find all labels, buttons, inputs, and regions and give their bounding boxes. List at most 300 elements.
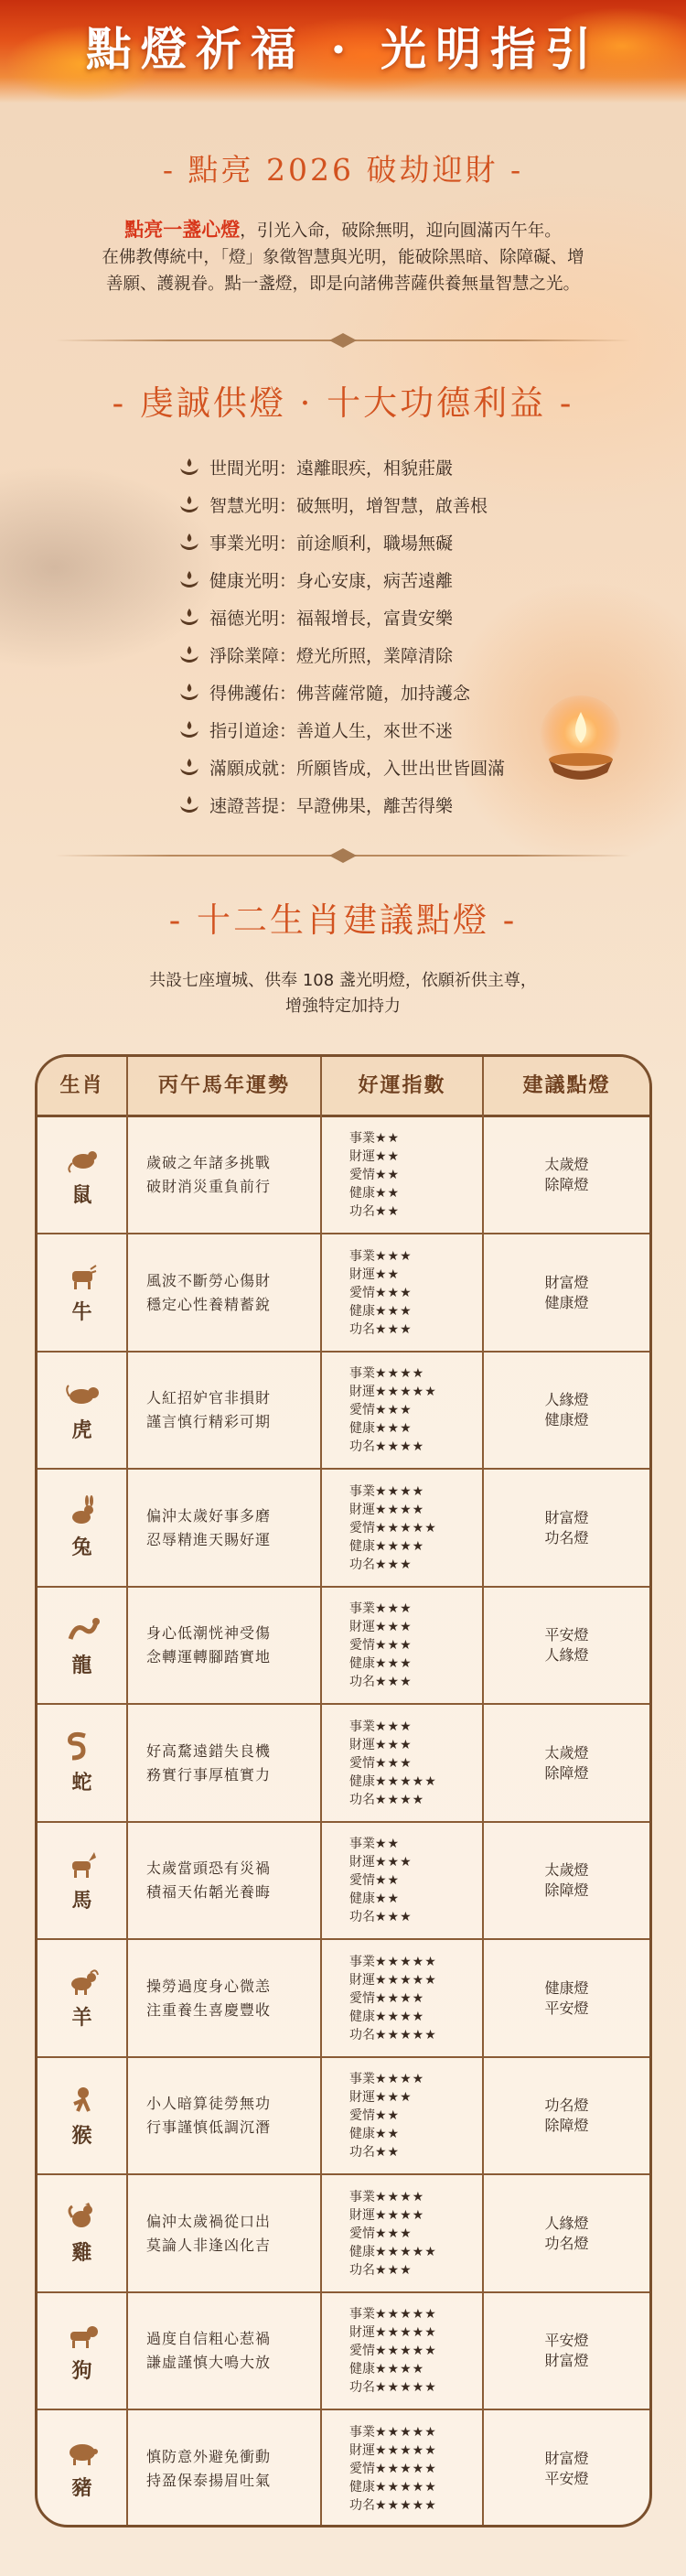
- fortune-cell: [128, 1471, 320, 1586]
- benefit-text: 得佛護佑：佛菩薩常隨，加持護念: [209, 684, 471, 704]
- luck-stars: ★★★★: [375, 1990, 425, 2006]
- luck-index-cell: [322, 1235, 482, 1351]
- luck-label: 財運: [349, 1385, 375, 1399]
- luck-line: [349, 1871, 482, 1890]
- luck-stars: ★★★: [375, 2262, 413, 2278]
- fortune-line: 破財消災重負前行: [146, 1178, 272, 1195]
- luck-stars: ★★★★: [375, 1502, 425, 1517]
- zodiac-cell: [38, 1235, 126, 1351]
- table-row: [38, 2058, 649, 2175]
- luck-stars: ★★★: [375, 1421, 413, 1436]
- dragon-icon: [65, 1613, 100, 1644]
- fortune-line: 忍辱精進天賜好運: [146, 1530, 272, 1548]
- section-title-light-2026: - 點亮 2026 破劫迎財 -: [162, 152, 524, 188]
- luck-line: [349, 1556, 482, 1574]
- luck-stars: ★★★: [375, 1403, 413, 1417]
- lamp-name: 財富燈: [544, 1273, 589, 1291]
- zodiac-name: 馬: [71, 1888, 92, 1913]
- luck-line: [349, 1501, 482, 1519]
- header-lamp: 建議點燈: [522, 1074, 611, 1097]
- fortune-line: 小人暗算徒勞無功: [146, 2095, 272, 2112]
- luck-label: 功名: [349, 2145, 375, 2160]
- luck-index-cell: [322, 1941, 482, 2056]
- luck-line: [349, 1537, 482, 1556]
- oil-lamp-icon: [178, 458, 200, 478]
- fortune-line: 莫論人非逢凶化吉: [146, 2236, 272, 2254]
- luck-label: 健康: [349, 1421, 375, 1436]
- oil-lamp-icon: [178, 608, 200, 628]
- zodiac-cell: [38, 2176, 126, 2291]
- luck-stars: ★★★: [375, 1638, 413, 1653]
- fortune-line: 身心低潮恍神受傷: [146, 1624, 272, 1642]
- luck-label: 事業: [349, 2307, 375, 2322]
- dog-icon: [65, 2319, 100, 2350]
- luck-stars: ★★: [375, 1168, 401, 1182]
- lamp-name: 財富燈: [544, 2352, 589, 2369]
- luck-label: 愛情: [349, 2108, 375, 2123]
- oil-lamp-icon: [178, 533, 200, 553]
- luck-label: 愛情: [349, 1403, 375, 1417]
- pig-icon: [65, 2436, 100, 2467]
- luck-stars: ★★★★: [375, 1439, 425, 1454]
- fortune-cell: [128, 1235, 320, 1351]
- luck-stars: ★★★★★: [375, 2344, 437, 2358]
- luck-stars: ★★★: [375, 1285, 413, 1300]
- luck-stars: ★★★: [375, 1248, 413, 1264]
- luck-line: [349, 2305, 482, 2323]
- luck-stars: ★★: [375, 1892, 401, 1906]
- fortune-line: 持盈保泰揚眉吐氣: [146, 2471, 272, 2489]
- lamp-cell: [484, 2176, 649, 2291]
- lamp-cell: [484, 1823, 649, 1938]
- luck-index-cell: [322, 2058, 482, 2173]
- luck-label: 健康: [349, 2479, 375, 2495]
- benefit-item: [178, 486, 599, 523]
- fortune-cell: [128, 1706, 320, 1821]
- intro-line3: 善願、護親眷。點一盞燈，即是向諸佛菩薩供養無量智慧之光。: [105, 275, 580, 294]
- luck-label: 事業: [349, 1248, 375, 1264]
- benefit-text: 世間光明：遠離眼疾，相貌莊嚴: [209, 458, 454, 479]
- luck-line: [349, 1419, 482, 1438]
- luck-label: 功名: [349, 2027, 375, 2042]
- fortune-line: 慎防意外避免衝動: [146, 2447, 272, 2465]
- lamp-name: 人緣燈: [544, 1391, 589, 1408]
- luck-stars: ★★★★★: [375, 2307, 437, 2322]
- zodiac-name: 龍: [71, 1653, 92, 1677]
- lamp-cell: [484, 2058, 649, 2173]
- lamp-name: 功名燈: [544, 2234, 589, 2252]
- luck-line: [349, 1184, 482, 1202]
- benefit-item: [178, 561, 599, 598]
- luck-label: 愛情: [349, 2344, 375, 2358]
- luck-label: 功名: [349, 2380, 375, 2395]
- lamp-name: 財富燈: [544, 1508, 589, 1526]
- luck-stars: ★★★★★: [375, 1954, 437, 1969]
- fortune-line: 歲破之年諸多挑戰: [146, 1154, 272, 1171]
- zodiac-name: 蛇: [71, 1771, 92, 1795]
- luck-line: [349, 2360, 482, 2378]
- zodiac-intro: [73, 968, 613, 1019]
- luck-line: [349, 1971, 482, 1989]
- luck-label: 事業: [349, 2072, 375, 2086]
- benefit-item: [178, 448, 599, 486]
- lamp-cell: [484, 1941, 649, 2056]
- divider: [55, 331, 631, 350]
- luck-stars: ★★★★★: [375, 2424, 437, 2440]
- luck-line: [349, 1519, 482, 1537]
- benefit-item: [178, 523, 599, 561]
- table-row: [38, 1117, 649, 1234]
- zodiac-intro-line1: 共設七座壇城、供奉 108 盞光明燈，依願祈供主尊，: [149, 971, 537, 990]
- rat-icon: [65, 1143, 100, 1174]
- luck-line: [349, 1673, 482, 1691]
- fortune-cell: [128, 1941, 320, 2056]
- luck-index-cell: [322, 1353, 482, 1468]
- luck-label: 健康: [349, 2127, 375, 2141]
- luck-index-cell: [322, 1117, 482, 1233]
- zodiac-cell: [38, 1941, 126, 2056]
- luck-label: 功名: [349, 1204, 375, 1219]
- luck-line: [349, 1890, 482, 1908]
- fortune-line: 謙虛謹慎大鳴大放: [146, 2354, 272, 2371]
- oil-lamp-icon: [178, 758, 200, 778]
- luck-label: 愛情: [349, 2461, 375, 2476]
- luck-stars: ★★★: [375, 1719, 413, 1734]
- luck-label: 愛情: [349, 1168, 375, 1182]
- fortune-line: 好高騖遠錯失良機: [146, 1741, 272, 1760]
- section-title-benefits: - 虔誠供燈 · 十大功德利益 -: [112, 383, 574, 423]
- header-luck-index: 好運指數: [358, 1074, 446, 1097]
- luck-label: 健康: [349, 1773, 375, 1789]
- lamp-name: 除障燈: [544, 1763, 589, 1782]
- fortune-cell: [128, 2058, 320, 2173]
- luck-line: [349, 1148, 482, 1166]
- table-row: [38, 2293, 649, 2410]
- zodiac-name: 兔: [71, 1536, 92, 1559]
- luck-label: 事業: [349, 1954, 375, 1969]
- lamp-cell: [484, 1471, 649, 1586]
- lamp-name: 太歲燈: [544, 1156, 589, 1173]
- luck-line: [349, 1284, 482, 1302]
- luck-stars: ★★★: [375, 1321, 413, 1337]
- snake-icon: [65, 1730, 100, 1762]
- luck-label: 健康: [349, 1186, 375, 1201]
- fortune-line: 謹言慎行精彩可期: [146, 1413, 272, 1430]
- luck-stars: ★★★: [375, 1601, 413, 1616]
- luck-line: [349, 2423, 482, 2441]
- luck-label: 財運: [349, 1620, 375, 1634]
- fortune-line: 偏沖太歲好事多磨: [146, 1506, 272, 1525]
- fortune-line: 注重養生喜慶豐收: [146, 2000, 272, 2019]
- luck-line: [349, 1654, 482, 1673]
- table-row: [38, 1353, 649, 1470]
- luck-line: [349, 1791, 482, 1809]
- luck-line: [349, 1953, 482, 1971]
- luck-stars: ★★★: [375, 1557, 413, 1572]
- lamp-name: 人緣燈: [544, 2214, 589, 2232]
- fortune-line: 務實行事厚植實力: [146, 1765, 272, 1784]
- zodiac-cell: [38, 1353, 126, 1468]
- luck-label: 功名: [349, 2262, 375, 2278]
- luck-index-cell: [322, 2176, 482, 2291]
- luck-line: [349, 1618, 482, 1636]
- luck-stars: ★★★★★: [375, 2244, 437, 2259]
- luck-line: [349, 1482, 482, 1501]
- luck-label: 愛情: [349, 1520, 375, 1536]
- luck-line: [349, 2088, 482, 2107]
- zodiac-name: 狗: [71, 2358, 92, 2383]
- luck-line: [349, 1320, 482, 1339]
- table-row: [38, 1235, 649, 1353]
- luck-label: 財運: [349, 2207, 375, 2223]
- luck-line: [349, 2323, 482, 2342]
- section-title-zodiac: - 十二生肖建議點燈 -: [168, 900, 518, 940]
- zodiac-cell: [38, 2058, 126, 2173]
- luck-label: 財運: [349, 1855, 375, 1870]
- horse-icon: [65, 1848, 100, 1880]
- luck-stars: ★★: [375, 1204, 401, 1219]
- luck-label: 愛情: [349, 1638, 375, 1653]
- intro-highlight: 點亮一盞心燈: [124, 219, 241, 241]
- luck-line: [349, 2478, 482, 2496]
- fortune-line: 過度自信粗心惹禍: [146, 2330, 272, 2347]
- lamp-name: 財富燈: [544, 2449, 589, 2467]
- candle-lamp-icon: [521, 695, 640, 796]
- luck-line: [349, 1636, 482, 1654]
- luck-label: 財運: [349, 1502, 375, 1517]
- luck-label: 健康: [349, 1892, 375, 1906]
- luck-stars: ★★★★: [375, 2362, 425, 2377]
- intro-paragraph: [46, 217, 640, 297]
- luck-label: 健康: [349, 1538, 375, 1554]
- fortune-cell: [128, 2293, 320, 2409]
- table-row: [38, 2176, 649, 2293]
- luck-line: [349, 2125, 482, 2143]
- luck-stars: ★★★★: [375, 1483, 425, 1499]
- zodiac-name: 羊: [71, 2006, 92, 2030]
- lamp-cell: [484, 1353, 649, 1468]
- luck-line: [349, 2070, 482, 2088]
- rabbit-icon: [65, 1495, 100, 1526]
- lamp-name: 人緣燈: [544, 1646, 589, 1664]
- benefit-text: 智慧光明：破無明，增智慧，啟善根: [209, 496, 488, 516]
- zodiac-cell: [38, 1117, 126, 1233]
- luck-stars: ★★★★: [375, 2009, 425, 2024]
- lamp-name: 功名燈: [544, 1528, 589, 1547]
- luck-label: 愛情: [349, 1755, 375, 1771]
- luck-line: [349, 2496, 482, 2515]
- luck-label: 愛情: [349, 1285, 375, 1300]
- lamp-name: 平安燈: [544, 1626, 589, 1644]
- zodiac-name: 豬: [71, 2476, 92, 2500]
- lamp-name: 除障燈: [544, 2117, 589, 2134]
- luck-line: [349, 1383, 482, 1401]
- luck-stars: ★★★★★: [375, 2442, 437, 2458]
- luck-label: 功名: [349, 2497, 375, 2513]
- luck-stars: ★★★: [375, 2090, 413, 2105]
- zodiac-name: 鼠: [71, 1182, 92, 1207]
- luck-line: [349, 1401, 482, 1419]
- luck-line: [349, 2225, 482, 2243]
- zodiac-name: 牛: [71, 1300, 92, 1324]
- luck-line: [349, 2378, 482, 2397]
- lamp-cell: [484, 1706, 649, 1821]
- fortune-line: 念轉運轉腳踏實地: [146, 1648, 272, 1665]
- luck-label: 愛情: [349, 1873, 375, 1888]
- luck-line: [349, 2342, 482, 2360]
- luck-label: 事業: [349, 2424, 375, 2440]
- luck-label: 事業: [349, 2189, 375, 2204]
- luck-label: 健康: [349, 2009, 375, 2024]
- fortune-line: 風波不斷勞心傷財: [146, 1271, 272, 1289]
- benefit-text: 福德光明：福報增長，富貴安樂: [209, 609, 454, 629]
- luck-stars: ★★★★★: [375, 2027, 437, 2042]
- benefit-text: 指引道途：善道人生，來世不迷: [209, 721, 454, 741]
- oil-lamp-icon: [178, 795, 200, 815]
- fortune-line: 操勞過度身心微恙: [146, 1977, 272, 1995]
- luck-line: [349, 1989, 482, 2008]
- lamp-name: 健康燈: [544, 1293, 589, 1311]
- zodiac-cell: [38, 2293, 126, 2409]
- luck-label: 事業: [349, 1837, 375, 1851]
- luck-label: 功名: [349, 1792, 375, 1807]
- luck-stars: ★★: [375, 1186, 401, 1201]
- luck-line: [349, 2261, 482, 2280]
- table-row: [38, 1706, 649, 1823]
- zodiac-name: 猴: [71, 2123, 92, 2148]
- luck-stars: ★★★: [375, 1656, 413, 1671]
- luck-label: 功名: [349, 1675, 375, 1689]
- luck-stars: ★★★: [375, 1675, 413, 1689]
- benefit-item: [178, 636, 599, 674]
- intro-line2: 在佛教傳統中，「燈」象徵智慧與光明，能破除黑暗、除障礙、增: [102, 248, 584, 267]
- luck-stars: ★★: [375, 1149, 401, 1164]
- luck-line: [349, 1202, 482, 1221]
- luck-index-cell: [322, 2293, 482, 2409]
- oil-lamp-icon: [178, 495, 200, 515]
- luck-line: [349, 2206, 482, 2225]
- oil-lamp-icon: [178, 570, 200, 590]
- page-title: 點燈祈福 · 光明指引: [85, 22, 601, 76]
- zodiac-cell: [38, 1823, 126, 1938]
- luck-line: [349, 2143, 482, 2161]
- luck-stars: ★★: [375, 1837, 401, 1851]
- table-row: [38, 1588, 649, 1705]
- fortune-cell: [128, 1353, 320, 1468]
- luck-stars: ★★★★★: [375, 2497, 437, 2513]
- fortune-cell: [128, 1823, 320, 1938]
- divider: [55, 846, 631, 865]
- fortune-line: 穩定心性養精蓄銳: [146, 1295, 272, 1313]
- luck-label: 財運: [349, 1737, 375, 1752]
- luck-line: [349, 1718, 482, 1736]
- luck-stars: ★★: [375, 1266, 401, 1282]
- lamp-name: 健康燈: [544, 1978, 589, 1997]
- lamp-name: 平安燈: [544, 2469, 589, 2487]
- luck-line: [349, 2441, 482, 2460]
- oil-lamp-icon: [178, 683, 200, 703]
- benefit-text: 事業光明：前途順利，職場無礙: [209, 534, 454, 554]
- lamp-name: 除障燈: [544, 1176, 589, 1193]
- zodiac-name: 雞: [71, 2241, 92, 2265]
- luck-label: 事業: [349, 1719, 375, 1734]
- luck-line: [349, 2026, 482, 2044]
- luck-line: [349, 2008, 482, 2026]
- luck-stars: ★★: [375, 1131, 401, 1146]
- luck-stars: ★★★★★: [375, 1972, 437, 1988]
- luck-label: 財運: [349, 2442, 375, 2458]
- zodiac-table: [35, 1054, 652, 2527]
- lamp-cell: [484, 1235, 649, 1351]
- luck-label: 事業: [349, 1131, 375, 1146]
- lamp-name: 功名燈: [544, 2096, 589, 2114]
- luck-stars: ★★: [375, 2145, 401, 2160]
- luck-label: 財運: [349, 2090, 375, 2105]
- luck-index-cell: [322, 1823, 482, 1938]
- fortune-cell: [128, 1117, 320, 1233]
- benefit-text: 健康光明：身心安康，病苦遠離: [209, 571, 454, 591]
- luck-label: 財運: [349, 1972, 375, 1988]
- fortune-line: 積福天佑韜光養晦: [146, 1883, 272, 1901]
- luck-label: 愛情: [349, 2226, 375, 2241]
- header-zodiac: 生肖: [59, 1074, 104, 1097]
- rooster-icon: [65, 2201, 100, 2232]
- luck-stars: ★★★★★: [375, 1385, 437, 1399]
- lamp-cell: [484, 2293, 649, 2409]
- zodiac-cell: [38, 1588, 126, 1703]
- luck-stars: ★★★: [375, 2226, 413, 2241]
- luck-stars: ★★★★★: [375, 2325, 437, 2340]
- zodiac-cell: [38, 1706, 126, 1821]
- zodiac-cell: [38, 1471, 126, 1586]
- luck-line: [349, 1908, 482, 1926]
- zodiac-intro-line2: 增強特定加持力: [285, 997, 401, 1016]
- luck-stars: ★★★: [375, 1910, 413, 1924]
- luck-stars: ★★: [375, 2127, 401, 2141]
- luck-line: [349, 1853, 482, 1871]
- luck-line: [349, 1736, 482, 1754]
- zodiac-cell: [38, 2411, 126, 2527]
- table-header: [38, 1057, 649, 1117]
- fortune-line: 行事謹慎低調沉潛: [146, 2118, 272, 2136]
- luck-label: 財運: [349, 2325, 375, 2340]
- luck-index-cell: [322, 1588, 482, 1703]
- luck-stars: ★★★★: [375, 1792, 425, 1807]
- oil-lamp-icon: [178, 645, 200, 665]
- lamp-name: 太歲燈: [544, 1743, 589, 1762]
- luck-line: [349, 1600, 482, 1618]
- luck-stars: ★★★: [375, 1303, 413, 1319]
- luck-line: [349, 1247, 482, 1266]
- lamp-name: 平安燈: [544, 1999, 589, 2017]
- table-row: [38, 2411, 649, 2528]
- luck-stars: ★★★★: [375, 2207, 425, 2223]
- luck-stars: ★★★★: [375, 1366, 425, 1381]
- lamp-name: 除障燈: [544, 1881, 589, 1899]
- benefit-text: 淨除業障：燈光所照，業障清除: [209, 646, 454, 666]
- luck-line: [349, 1438, 482, 1456]
- table-row: [38, 1941, 649, 2058]
- luck-line: [349, 1302, 482, 1320]
- luck-label: 愛情: [349, 1990, 375, 2006]
- luck-label: 事業: [349, 1366, 375, 1381]
- luck-stars: ★★★★★: [375, 2461, 437, 2476]
- luck-stars: ★★★★★: [375, 2380, 437, 2395]
- fortune-cell: [128, 2411, 320, 2527]
- goat-icon: [65, 1966, 100, 1997]
- lamp-cell: [484, 2411, 649, 2527]
- oil-lamp-icon: [178, 720, 200, 740]
